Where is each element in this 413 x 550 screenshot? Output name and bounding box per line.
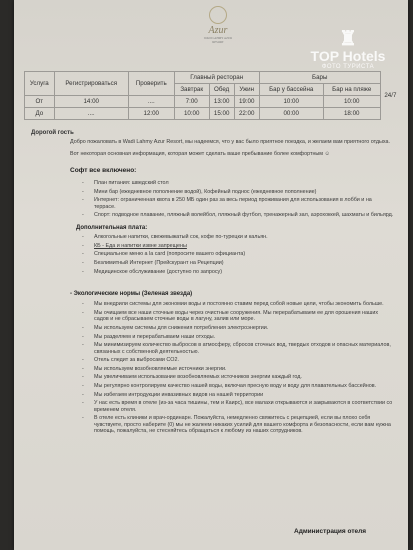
list-item: - КБ - Еда и напитки извне запрещены	[94, 243, 394, 249]
logo-mark-icon	[209, 6, 227, 24]
hotel-logo	[200, 6, 236, 44]
tower-icon: ♜	[339, 28, 357, 50]
watermark-sub: ФОТО ТУРИСТА	[321, 64, 375, 70]
cell-pool-bar: 10:00	[259, 96, 323, 108]
logo-caption: WADI LAHMY AZUR RESORT	[203, 36, 233, 44]
header-main-restaurant: Главный ресторан	[174, 72, 259, 84]
header-bars: Бары	[259, 72, 380, 84]
list-item: - Мы увеличиваем использование возобновляемых источников энергии каждый год.	[94, 374, 394, 380]
cell-lunch: 15:00	[209, 108, 234, 120]
cell-dinner: 22:00	[234, 108, 259, 120]
cell-beach-bar: 18:00	[323, 108, 380, 120]
letter-body	[70, 139, 394, 437]
list-item: - Специальное меню а la card (попросите вашего официанта)	[94, 251, 394, 257]
cell-check: 12:00	[128, 108, 174, 120]
header-breakfast: Завтрак	[174, 84, 209, 96]
list-item: - План питания: шведский стол	[94, 180, 394, 186]
header-pool-bar: Бар у бассейна	[259, 84, 323, 96]
list-item: - Мы внедрили системы для экономии воды и постоянно ставим перед собой новые цели, чтобы экономить больше.	[94, 301, 394, 307]
cell-check: ....	[128, 96, 174, 108]
list-item: - Спорт: подводное плавание, пляжный волейбол, пляжный футбол, тренажерный зал, аэрохоккей, шахматы и бильярд.	[94, 212, 394, 218]
cell-register: 14:00	[54, 96, 128, 108]
list-item: - Мы используем системы для снижения потребления электроэнергии.	[94, 325, 394, 331]
list-item: - Мы очищаем все наши сточные воды через очистные сооружения. Мы перерабатываем ее для орошения наших садов и не сбрасываем сточные воды в лагуну, залив или море.	[94, 310, 394, 323]
list-item: - Медицинское обслуживание (доступно по запросу)	[94, 269, 394, 275]
logo-text: Azur	[208, 25, 228, 36]
eco-heading: - Экологические нормы (Зеленая звезда)	[70, 291, 193, 297]
header-beach-bar: Бар на пляже	[323, 84, 380, 96]
dear-guest-heading: Дорогой гость	[31, 130, 74, 136]
signature: Администрация отеля	[294, 528, 367, 535]
cell-pool-bar: 00:00	[259, 108, 323, 120]
intro-paragraph-2: Вот некоторая основная информация, которая может сделать ваше пребывание более комфортным ☺	[70, 151, 330, 158]
table-row	[25, 108, 401, 120]
list-item: - В отеле есть клиники и врач-ординарн. Пожалуйста, немедленно свяжитесь с рецепцией, если вы плохо себя чувствуете, просто наберите (0) мы не жалеем никаких усилий для вашего комфорта и безопасности, если вам нужна помощь, пожалуйста, не стесняйтесь обращаться к любому из наших сотрудников.	[94, 415, 394, 434]
document-page	[14, 0, 408, 550]
cell-register: ....	[54, 108, 128, 120]
intro-paragraph: Добро пожаловать в Wadi Lahmy Azur Resort, мы надеемся, что у вас было приятное поездка, и желаем вам приятного отдыха.	[70, 139, 391, 145]
extra-charge-heading: Дополнительная плата:	[76, 224, 148, 231]
list-item: - Отель следит за выбросами CO2.	[94, 357, 394, 363]
row-label: От	[25, 96, 55, 108]
soft-list	[70, 180, 394, 219]
list-item: - Мини бар (ежедневное пополнение водой), Кофейный поднос (ежедневное пополнение)	[94, 189, 394, 195]
header-check: Проверить	[128, 72, 174, 96]
soft-all-inclusive-heading: Софт все включено:	[70, 166, 137, 174]
list-item: - Безлимитный Интернет (Прейскурант на Рецепции)	[94, 260, 394, 266]
list-item: - Мы регулярно контролируем качество нашей воды, включая пресную воду и воду для плавательных бассейнов.	[94, 383, 394, 389]
row-label: До	[25, 108, 55, 120]
cell-dinner: 19:00	[234, 96, 259, 108]
extra-24-7: 24/7	[384, 92, 397, 99]
watermark	[298, 30, 398, 70]
table-row	[25, 96, 401, 108]
list-item: - Мы используем возобновляемые источники энергии.	[94, 366, 394, 372]
cell-lunch: 13:00	[209, 96, 234, 108]
cell-breakfast: 10:00	[174, 108, 209, 120]
header-service: Услуга	[25, 72, 55, 96]
list-item: - Мы разделяем и перерабатываем наши отходы.	[94, 334, 394, 340]
extra-list	[70, 234, 394, 275]
header-register: Регистрироваться	[54, 72, 128, 96]
list-item: - Мы избегаем интродукции инвазивных видов на нашей территории	[94, 392, 394, 398]
header-dinner: Ужин	[234, 84, 259, 96]
schedule-table	[24, 71, 400, 120]
header-lunch: Обед	[209, 84, 234, 96]
list-item: - Алкогольные напитки, свежевыжатый сок, кофе по-турецки и кальян.	[94, 234, 394, 240]
list-item: - Интернет: ограниченная квота в 250 МБ один раз за весь период проживания для использования в лобби и на террасе.	[94, 197, 394, 210]
list-item: - Мы минимизируем количество выбросов в атмосферу, сбросов сточных вод, твердых отходов и опасных материалов, связанных с собственной деятельностью.	[94, 342, 394, 355]
cell-breakfast: 7:00	[174, 96, 209, 108]
cell-beach-bar: 10:00	[323, 96, 380, 108]
eco-list	[70, 301, 394, 434]
list-item: - У нас есть время в отеле (из-за часа тишины, тем и Каирс), все малахи открываются и закрываются в соответствии со временем отеля.	[94, 400, 394, 413]
watermark-brand: TOP Hotels	[310, 48, 386, 64]
